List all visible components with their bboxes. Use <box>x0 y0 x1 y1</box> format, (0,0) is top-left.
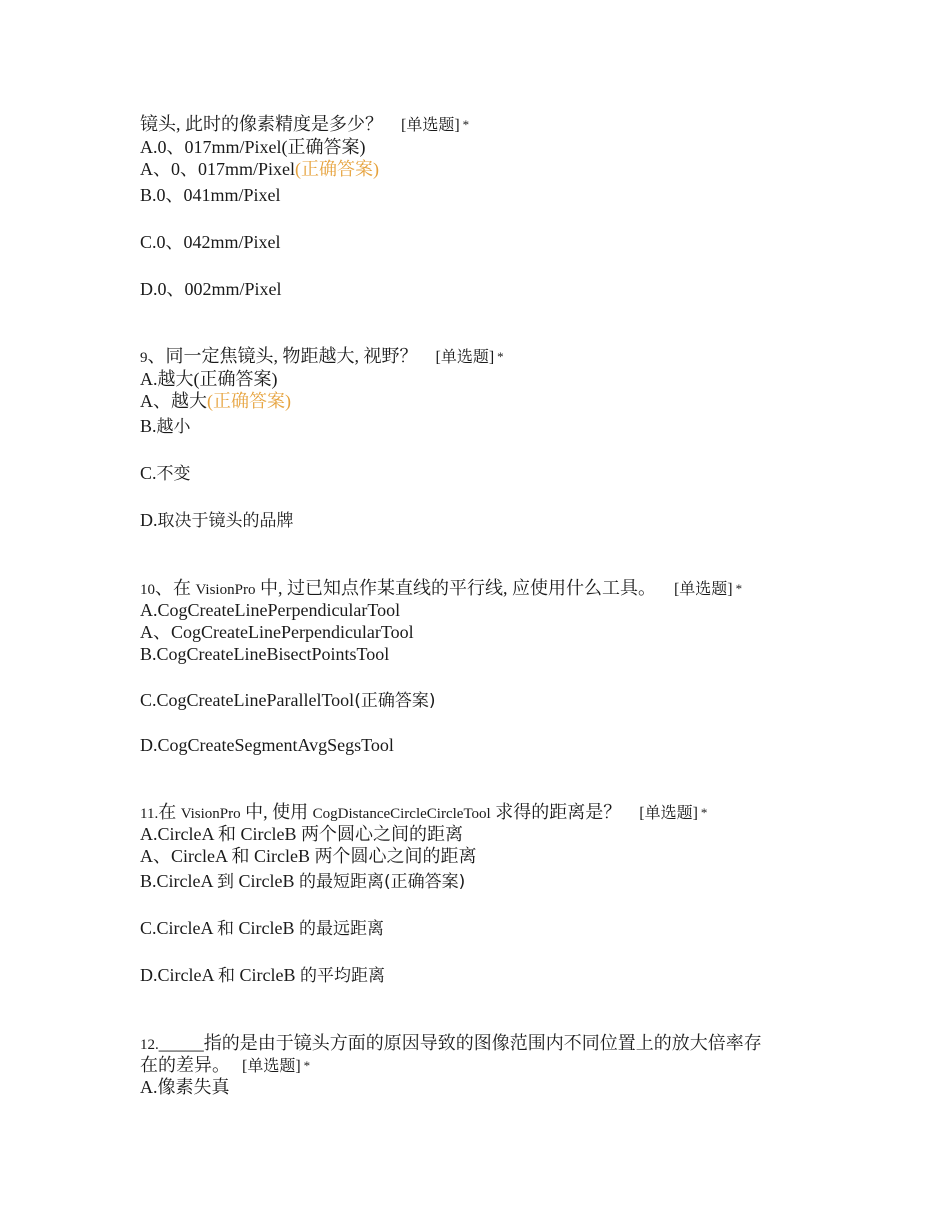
correct-answer-label: (正确答案) <box>354 691 436 711</box>
question-type-tag: [单选题] <box>242 1058 301 1075</box>
question-11-answer-line: A.CircleA 和 CircleB 两个圆心之间的距离 <box>140 824 463 844</box>
question-10-option-d: D.CogCreateSegmentAvgSegsTool <box>140 735 394 755</box>
question-9-title: 9、同一定焦镜头, 物距越大, 视野？ [单选题] * <box>140 346 504 366</box>
question-10-title: 10、在 VisionPro 中, 过已知点作某直线的平行线, 应使用什么工具。 [单选题] * <box>140 578 743 598</box>
question-9-option-b: B.越小 <box>140 416 191 437</box>
required-mark: * <box>735 581 743 596</box>
required-mark: * <box>462 117 470 132</box>
question-8-title: 镜头, 此时的像素精度是多少？ [单选题] * <box>140 114 470 134</box>
question-8-option-c: C.0、042mm/Pixel <box>140 232 281 252</box>
question-11-option-c: C.CircleA 和 CircleB 的最远距离 <box>140 918 384 939</box>
question-11-title: 11.在 VisionPro 中, 使用 CogDistanceCircleCircleTool 求得的距离是？ [单选题] * <box>140 802 708 822</box>
question-9-option-c: C.不变 <box>140 463 191 484</box>
question-8-answer-line: A.0、017mm/Pixel(正确答案) <box>140 137 366 157</box>
required-mark: * <box>700 805 708 820</box>
question-12-title-line-2: 在的差异。 [单选题] * <box>140 1055 311 1075</box>
question-type-tag: [单选题] <box>435 349 495 366</box>
question-12-answer-line: A.像素失真 <box>140 1077 230 1097</box>
question-10-option-c: C.CogCreateLineParallelTool(正确答案) <box>140 690 436 711</box>
question-8-selected-option: A、0、017mm/Pixel(正确答案) <box>140 159 380 179</box>
question-9-selected-option: A、越大(正确答案) <box>140 391 291 411</box>
question-type-tag: [单选题] <box>401 117 460 134</box>
question-11-option-b: B.CircleA 到 CircleB 的最短距离(正确答案) <box>140 871 466 892</box>
required-mark: * <box>303 1058 311 1073</box>
question-8-option-b: B.0、041mm/Pixel <box>140 185 281 205</box>
question-8-option-d: D.0、002mm/Pixel <box>140 279 282 299</box>
question-9-option-d: D.取决于镜头的品牌 <box>140 510 294 531</box>
correct-answer-label: (正确答案) <box>295 159 380 179</box>
question-11-selected-option: A、CircleA 和 CircleB 两个圆心之间的距离 <box>140 846 477 866</box>
question-10-selected-option: A、CogCreateLinePerpendicularTool <box>140 622 414 642</box>
required-mark: * <box>497 349 504 364</box>
question-type-tag: [单选题] <box>639 805 698 822</box>
question-12-title-line-1: 12._____指的是由于镜头方面的原因导致的图像范围内不同位置上的放大倍率存 <box>140 1033 762 1053</box>
correct-answer-label: (正确答案) <box>207 391 291 411</box>
question-11-option-d: D.CircleA 和 CircleB 的平均距离 <box>140 965 385 986</box>
question-type-tag: [单选题] <box>673 581 733 598</box>
question-10-option-b: B.CogCreateLineBisectPointsTool <box>140 644 390 664</box>
question-9-answer-line: A.越大(正确答案) <box>140 369 278 389</box>
correct-answer-label: (正确答案) <box>384 872 466 892</box>
question-10-answer-line: A.CogCreateLinePerpendicularTool <box>140 600 401 620</box>
